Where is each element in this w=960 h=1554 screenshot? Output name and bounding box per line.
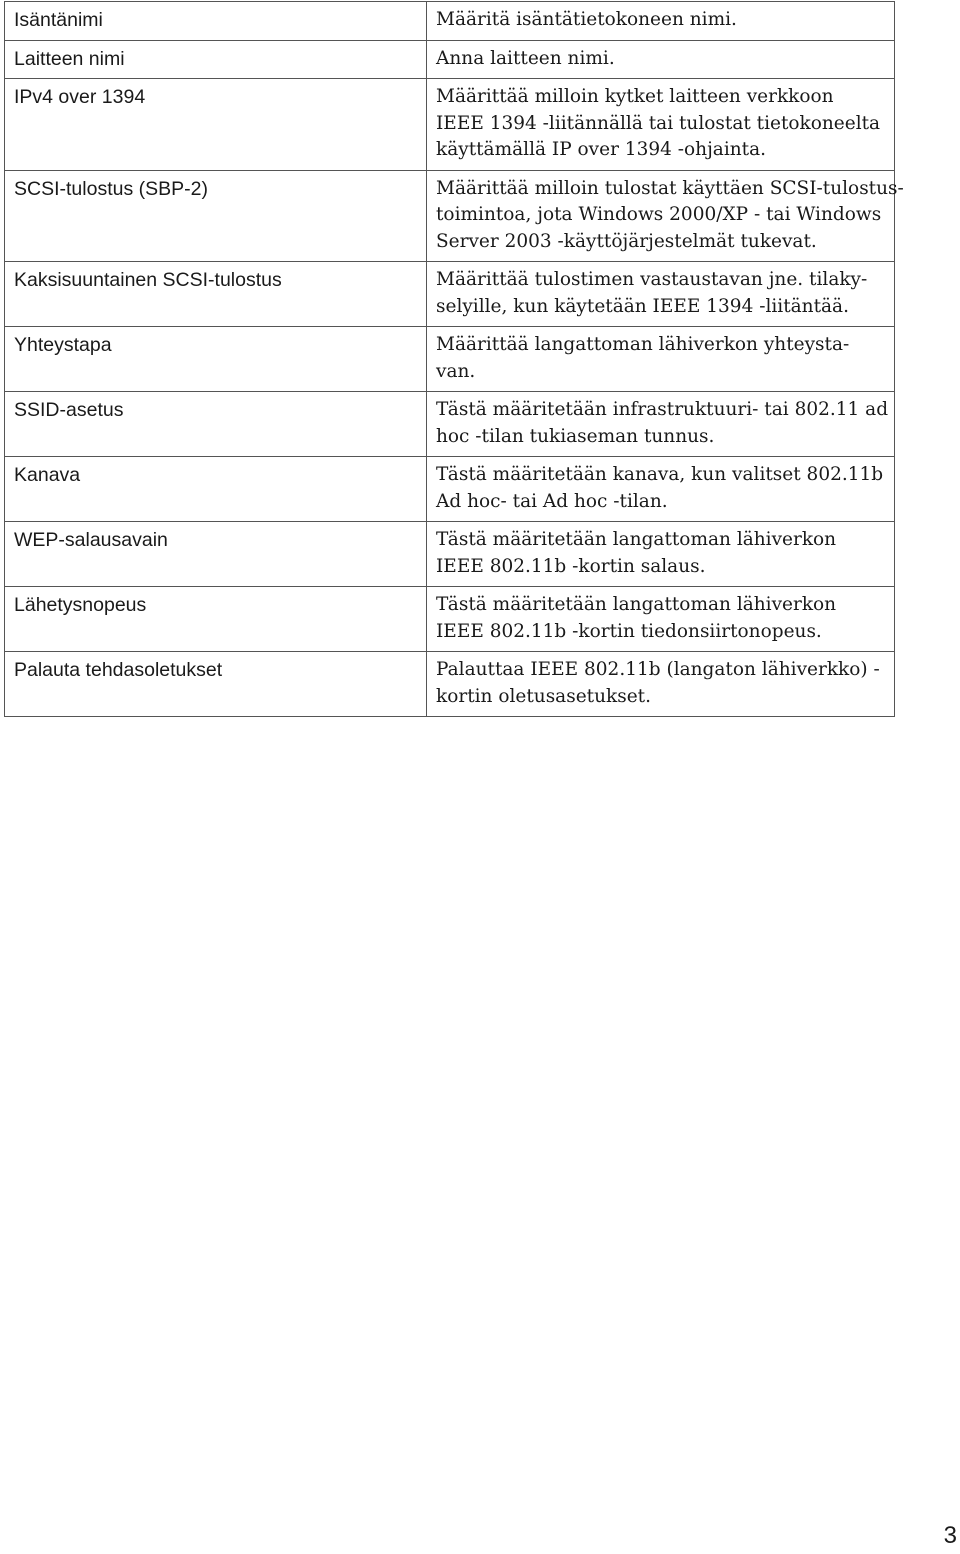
description-line: IEEE 802.11b -kortin tiedonsiirtonopeus. bbox=[436, 620, 822, 642]
settings-table bbox=[4, 1, 904, 717]
description-line: kortin oletusasetukset. bbox=[436, 685, 651, 707]
table-row bbox=[5, 522, 895, 587]
setting-description bbox=[427, 652, 895, 717]
description-line: Määrittää milloin tulostat käyttäen SCSI-tulostus- bbox=[436, 177, 904, 199]
description-line: van. bbox=[436, 360, 476, 382]
page-number: 3 bbox=[943, 1522, 957, 1549]
description-line: Tästä määritetään langattoman lähiverkon bbox=[436, 594, 837, 615]
description-line: Server 2003 -käyttöjärjestelmät tukevat. bbox=[436, 230, 817, 252]
setting-description bbox=[427, 170, 904, 262]
description-line: toimintoa, jota Windows 2000/XP - tai Windows bbox=[436, 204, 882, 225]
setting-description bbox=[427, 587, 895, 652]
table-row bbox=[5, 40, 895, 79]
setting-name: Yhteystapa bbox=[5, 327, 427, 392]
table-row bbox=[5, 2, 895, 41]
setting-description bbox=[427, 522, 895, 587]
setting-description bbox=[427, 392, 895, 457]
setting-description bbox=[427, 2, 895, 41]
setting-name: Kanava bbox=[5, 457, 427, 522]
setting-name: Kaksisuuntainen SCSI-tulostus bbox=[5, 262, 427, 327]
setting-name: Isäntänimi bbox=[5, 2, 427, 41]
table-row bbox=[5, 652, 895, 717]
description-line: Määritä isäntätietokoneen nimi. bbox=[436, 9, 737, 30]
description-line: Määrittää tulostimen vastaustavan jne. tilaky- bbox=[436, 269, 868, 290]
description-line: Määrittää langattoman lähiverkon yhteysta- bbox=[436, 334, 850, 355]
table-row bbox=[5, 457, 895, 522]
description-line: käyttämällä IP over 1394 -ohjainta. bbox=[436, 139, 767, 160]
description-line: Anna laitteen nimi. bbox=[436, 47, 615, 69]
setting-name: Laitteen nimi bbox=[5, 40, 427, 79]
table-row bbox=[5, 392, 895, 457]
description-line: Määrittää milloin kytket laitteen verkkoon bbox=[436, 86, 834, 107]
description-line: Ad hoc- tai Ad hoc -tilan. bbox=[436, 490, 668, 512]
description-line: IEEE 802.11b -kortin salaus. bbox=[436, 555, 706, 577]
setting-description bbox=[427, 262, 895, 327]
description-line: hoc -tilan tukiaseman tunnus. bbox=[436, 425, 715, 447]
setting-name: Lähetysnopeus bbox=[5, 587, 427, 652]
description-line: Tästä määritetään langattoman lähiverkon bbox=[436, 529, 837, 550]
table-row bbox=[5, 327, 895, 392]
setting-name: Palauta tehdasoletukset bbox=[5, 652, 427, 717]
table-row bbox=[5, 587, 895, 652]
setting-description bbox=[427, 40, 895, 79]
table-row bbox=[5, 79, 895, 171]
table-row bbox=[5, 262, 895, 327]
description-line: Tästä määritetään kanava, kun valitset 802.11b bbox=[436, 464, 884, 485]
table-row bbox=[5, 170, 895, 262]
setting-description bbox=[427, 327, 895, 392]
setting-name: IPv4 over 1394 bbox=[5, 79, 427, 171]
setting-name: WEP-salausavain bbox=[5, 522, 427, 587]
description-line: selyille, kun käytetään IEEE 1394 -liitäntää. bbox=[436, 295, 849, 317]
description-line: Palauttaa IEEE 802.11b (langaton lähiverkko) - bbox=[436, 659, 880, 680]
setting-description bbox=[427, 457, 895, 522]
description-line: IEEE 1394 -liitännällä tai tulostat tietokoneelta bbox=[436, 112, 881, 134]
setting-description bbox=[427, 79, 895, 171]
description-line: Tästä määritetään infrastruktuuri- tai 802.11 ad bbox=[436, 399, 889, 420]
setting-name: SCSI-tulostus (SBP-2) bbox=[5, 170, 427, 262]
setting-name: SSID-asetus bbox=[5, 392, 427, 457]
